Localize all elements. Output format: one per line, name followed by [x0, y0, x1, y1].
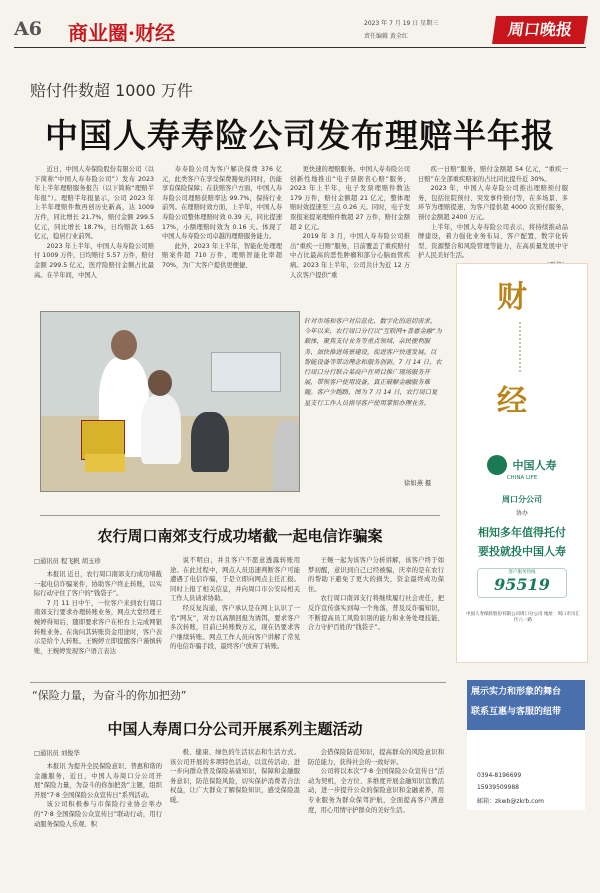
story2-column-1: [34, 570, 162, 675]
story3-headline: 中国人寿周口分公司开展系列主题活动: [107, 720, 363, 738]
brand-name-en: CHINA LIFE: [506, 474, 538, 481]
page-number: A6: [14, 18, 42, 40]
paragraph: 王婉一起为该客户分析讲解，该客户终于如梦初醒，意识到自己已经被骗，庆幸的是在农行的帮助下避免了更大的损失，资金最终成功保住。: [308, 557, 444, 593]
paragraph: 2023 年上半年，中国人寿寿险公司赔付 1009 万件，日均赔付 5.57 万件，赔付金额 299.5 亿元，医疗险赔付金额占比最高。在半年间，中国人: [34, 242, 154, 279]
ad-cosponsor: 协办: [515, 510, 528, 517]
ad-title-bottom: 经: [497, 384, 527, 419]
story3-column-2: [170, 748, 300, 882]
paragraph: 会借保险防范知识，提高群众的风险意识和防范能力，获得社会的一致好评。: [308, 749, 444, 766]
news-photo: [40, 311, 300, 492]
masthead: [14, 14, 586, 48]
hotline-box: [477, 568, 567, 598]
hotline-label: 客户服务热线: [508, 570, 536, 575]
paragraph: 2023 年，中国人寿寿险公司推出理赔预付服务，包括住院预付、突发事件预付等，在多场景、多环节为理赔提速，为客户提供超 4000 次预付服务，预付金额超 2400 万元。: [418, 185, 568, 221]
story3-column-3: [308, 748, 444, 882]
photo-credit: 徐如燕 摄: [404, 480, 432, 487]
paragraph: 经反复沟通，客户承认是在网上认识了一名“网友”，对方以高额回报为诱饵，要求客户多次转账，目前已转账数万元，现在仍要求客户继续转账。网点工作人员向客户讲解了常见的电信诈骗手段，最终客户放弃了转账。: [170, 604, 300, 651]
ad-title-top: 财: [497, 280, 527, 315]
paragraph: 此外，2023 年上半年，智能化处理理赔案件超 710 万件，理赔智能化率超 70%，为广大客户提供更便捷、: [162, 242, 282, 269]
story2-headline: 农行周口南郊支行成功堵截一起电信诈骗案: [97, 527, 383, 545]
promo-email: 邮箱：zkwb@zkrb.com: [477, 798, 544, 805]
promo-phone-1: 0394-8196699: [477, 772, 522, 779]
paragraph: 农行周口南郊支行将继续履行社会责任，把反诈宣传落实到每一个角落，普及反诈骗知识，不断提高员工风险识别的能力和业务处理技能，合力守护百姓的“钱袋子”。: [308, 595, 444, 632]
editor-credit: 责任编辑 黄全红: [364, 33, 408, 40]
paragraph: 疾一日赔”服务，赔付金额超 54 亿元，“重疾一日赔”在全部重疾赔案的占比同比提升近 30%。: [418, 166, 568, 183]
story3-column-1: [34, 762, 162, 882]
paragraph: 近日，中国人寿保险股份有限公司（以下简称“中国人寿寿险公司”）发布 2023 年上半年理赔服务报告（以下简称“理赔半年报”）。理赔半年报显示，公司 2023 年上半年理赔件数再创历史新高，达 1009 万件，同比增长 21.7%，赔付金额 299.5 亿元，同比增长 18.7%，日均赔款 1.65 亿元，稳居行业前列。: [34, 166, 154, 241]
china-life-logo-icon: [487, 455, 507, 475]
lead-column-2: [162, 165, 282, 305]
paragraph: 极、健康、绿色的生活状态和生活方式。该公司开展的多项特色活动，以宣传活动、进一步向群众普及保险基础知识，保障和金融服务意识，防范保险风险，切实保护消费者合法权益，让广大群众了解保险知识，感受保险温暖。: [170, 749, 300, 804]
section-title: 商业圈·财经: [68, 21, 175, 45]
promo-line-2: 联系互惠与客服的纽带: [471, 707, 562, 717]
ad-branch: 周口分公司: [502, 495, 542, 504]
paragraph: 本报讯 近日，农行周口南郊支行成功堵截一起电信诈骗案件，协助客户终止转账，以实际行动守住了客户的“钱袋子”。: [34, 571, 162, 598]
story2-column-2: [170, 556, 300, 676]
newspaper-logo: 周口晚报: [492, 16, 588, 44]
story2-column-3: [308, 556, 444, 676]
ad-fine-print: 中国人寿保险股份有限公司周口分公司 地址：周口市川汇区八一路: [466, 612, 580, 623]
story2-reporter: □通讯员 程飞帆 胡玉珍: [34, 558, 101, 565]
paragraph: 2019 年 3 月，中国人寿寿险公司推出“重疾一日赔”服务，目前覆盖了重疾赔付中占比最高的恶性肿瘤和部分心脑血管疾病。2023 年上半年，公司共计为近 12 万人次客户提供“重: [290, 233, 410, 279]
china-life-ad: [456, 263, 588, 663]
promo-line-1: 展示实力和形象的舞台: [471, 687, 562, 697]
story3-kicker: “保险力量，为奋斗的你加把劲”: [32, 689, 187, 702]
ad-slogan-1: 相知多年值得托付: [478, 526, 566, 539]
promo-phone-2: 15939509988: [477, 784, 519, 791]
lead-column-3: [290, 165, 410, 305]
paragraph: 更快速的理赔服务。中国人寿寿险公司创新性地推出“电子票据省心赔”服务，2023 年上半年，电子发票理赔件数达 179 万件，赔付金额超 21 亿元，整体理赔时效提速至三点 0.26 天。同时，电子发票报案提案理赔件数超 27 万件，赔付金额超 2 亿元。: [290, 166, 410, 231]
story3-reporter: □通讯员 刘俊华: [34, 750, 80, 757]
ad-slogan-2: 要投就投中国人寿: [478, 545, 566, 558]
lead-kicker: 赔付件数超 1000 万件: [30, 81, 193, 100]
photo-caption: 针对市场和客户对信息化、数字化的迫切需求，今年以来，农行周口分行以“互联网+普惠金融”为载体，聚焦支付业务等重点领域、亲民便利服务、加快推进场景建设，促进客户快速发展。以智能设备等带动理念和服务创新。7 月 14 日，农行周口分行联合某商户在项目推广现场服务开展，带领客户使用设备，真正破解金融服务难题。客户少跑路，图为 7 月 14 日，农行周口复星支行工作人员指导客户使用掌银办理业务。: [304, 318, 442, 407]
paragraph: 该公司积极参与市保险行业协会举办的“7·8 全国保险公众宣传日”联动行动，用行动服务保险人乐观、积: [34, 801, 162, 828]
hotline-number: 95519: [494, 575, 550, 594]
issue-date: 2023 年 7 月 19 日 星期三: [364, 20, 439, 27]
china-life-brand: [457, 454, 587, 481]
paragraph: 公司将以本次“7·8 全国保险公众宣传日”活动为契机，全方位、多维度开展金融知识宣教活动，进一步提升公众的保险意识和金融素养，用专业服务为群众保驾护航，全面提高客户满意度，用心用情守护群众的美好生活。: [308, 768, 444, 814]
paragraph: 本报讯 为提升全民保险意识、普惠和谐的金融服务，近日，中国人寿周口分公司开展“保险力量，为奋斗的你加把劲”主题，组织开展“7·8 全国保险公众宣传日”系列活动。: [34, 763, 162, 799]
brand-name: 中国人寿: [512, 458, 557, 472]
paragraph: 7 月 11 日中午，一位客户来到农行周口南郊支行要求办理转账业务，网点大堂经理王婉婷得知后，随即要求客户在柜台上完成网银转账业务。在询问其转账资金用途时，客户表示是给个人转账。王婉婷立即提醒客户谨慎转账，王婉婷发现客户语言表达: [34, 599, 162, 655]
lead-headline: 中国人寿寿险公司发布理赔半年报: [45, 116, 555, 155]
paragraph: 寿寿险公司为客户解决保费 376 亿元，此类客户在享受保费豁免的同时，仍能享有保险保障；在获赔客户方面，中国人寿寿险公司理赔获赔率达 99.7%，保持行业前列。在理赔时效方面，上半年，中国人寿寿险公司整体理赔时效 0.39 天，同比提速 17%，小额理赔时效为 0.16 天。体现了中国人寿寿险公司卓越的理赔服务能力。: [162, 166, 282, 241]
paragraph: 说不明白，并且客户不愿意透露转账用途。在此过程中，网点人员迅速判断客户可能遭遇了电信诈骗，于是立即向网点主任汇报。同时上报了相关信息，并向周口市公安局相关工作人员请求协助。: [170, 557, 300, 603]
lead-column-1: [34, 165, 154, 305]
advertising-promo: [467, 680, 585, 810]
paragraph: 上半年，中国人寿寿险公司表示，将持续推动品牌建设，着力强化业务布局、客户配置、数字化转型、资源整合和风险管理等能力，在高质量发展中守护人民美好生活。: [418, 223, 568, 260]
